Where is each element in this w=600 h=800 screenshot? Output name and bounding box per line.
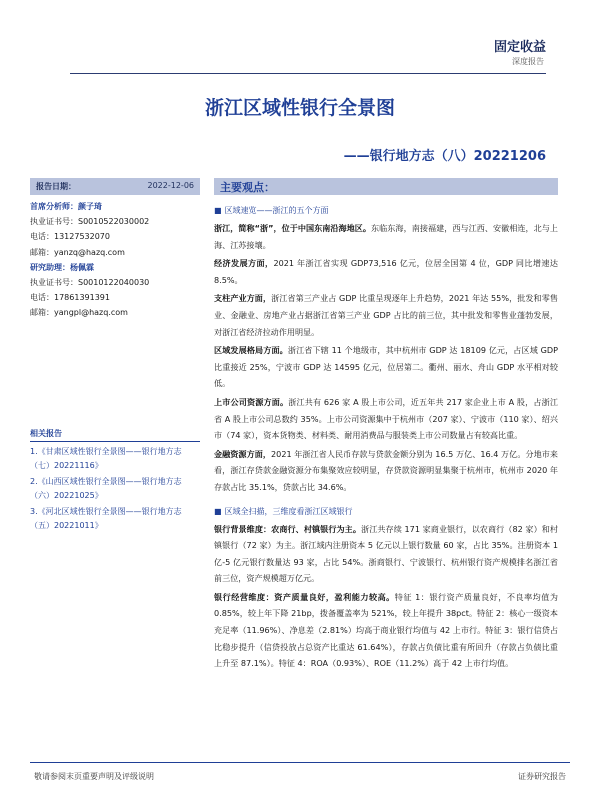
section-heading: ■ 区域全扫描，三维度看浙江区域银行 bbox=[214, 506, 353, 516]
bullet-square-icon: ■ bbox=[214, 206, 222, 215]
header-divider bbox=[70, 73, 546, 74]
assistant-phone: 电话：17861391391 bbox=[30, 293, 110, 303]
main-points bbox=[214, 178, 558, 674]
related-reports-heading: 相关报告 bbox=[30, 428, 200, 442]
report-date-value: 2022-12-06 bbox=[147, 181, 194, 190]
related-reports bbox=[30, 428, 200, 532]
footer-label: 证券研究报告 bbox=[518, 772, 566, 781]
paragraph-regional: 区域发展格局方面。浙江省下辖 11 个地级市，其中杭州市 GDP 达 18109 亿元，占区域 GDP 比重接近 25%，宁波市 GDP 达 14595 亿元，位居第二。衢州、丽水、舟山 GDP 水平相对较低。 bbox=[214, 345, 558, 389]
assistant-email[interactable]: 邮箱：yangpl@hazq.com bbox=[30, 308, 128, 318]
paragraph-bank-background: 银行背景维度：农商行、村镇银行为主。浙江共存续 171 家商业银行，以农商行（82 家）和村镇银行（72 家）为主。浙江域内注册资本 5 亿元以上银行数量 60 家，占比 35%。注册资本 1 亿-5 亿元银行数量达 93 家，占比 54%。浙商银行、宁波银行、杭州银行资产规模排名浙江省前三位，资产规模超万亿元。 bbox=[214, 523, 558, 584]
report-date-bar bbox=[30, 178, 200, 195]
author-info bbox=[30, 199, 200, 321]
assistant-cert: 执业证书号：S0010122040030 bbox=[30, 278, 150, 288]
report-subcategory: 深度报告 bbox=[512, 57, 544, 66]
paragraph-financial-resources: 金融资源方面，2021 年浙江省人民币存款与贷款金额分别为 16.5 万亿、16.4 万亿。分地市来看，浙江存贷款金融资源分布集聚效应较明显，存贷款资源明显集聚于杭州市，杭州市 2020 年存款占比 35.1%，贷款占比 34.6%。 bbox=[214, 448, 558, 492]
section-heading: ■ 区域速览——浙江的五个方面 bbox=[214, 206, 329, 215]
report-category: 固定收益 bbox=[493, 40, 546, 55]
paragraph-listed-companies: 上市公司资源方面。浙江共有 626 家 A 股上市公司，近五年共 217 家企业上市 A 股，占浙江省 A 股上市公司总数约 35%。上市公司资源集中于杭州市（207 家）、宁波市（110 家）、绍兴市（74 家），资本货物类、材料类、耐用消费品与服装类上市公司数量占有较高比重。 bbox=[214, 396, 558, 441]
footer-disclaimer: 敬请参阅末页重要声明及评级说明 bbox=[34, 772, 154, 781]
related-report-item[interactable]: 2.《山西区域性银行全景图——银行地方志（六）20221025》 bbox=[30, 477, 182, 500]
chief-analyst-email[interactable]: 邮箱：yanzq@hazq.com bbox=[30, 247, 125, 257]
main-points-header bbox=[214, 178, 558, 195]
chief-analyst-cert: 执业证书号：S0010522030002 bbox=[30, 217, 150, 227]
paragraph-economy: 经济发展方面，2021 年浙江省实现 GDP73,516 亿元，位居全国第 4 位，GDP 同比增速达 8.5%。 bbox=[214, 258, 558, 285]
chief-analyst: 首席分析师：颜子琦 bbox=[30, 202, 102, 211]
main-points-heading: 主要观点： bbox=[220, 181, 275, 194]
chief-analyst-phone: 电话：13127532070 bbox=[30, 232, 110, 242]
research-assistant: 研究助理：杨佩霖 bbox=[30, 262, 94, 272]
related-report-item[interactable]: 3.《河北区域性银行全景图——银行地方志（五）20221011》 bbox=[30, 507, 182, 530]
paragraph-bank-operations: 银行经营维度：资产质量良好，盈利能力较高。特征 1：银行资产质量良好，不良率均值为 0.85%，较上年下降 21bp，拨备覆盖率为 521%，较上年提升 38pct。特征 2：核心一级资本充足率（11.96%）、净息差（2.81%）均高于商业银行均值与 42 上市行。特征 3：银行信贷占比稳步提升（信贷投放占总资产比重达 61.64%），存款占负债比重有所回升（存款占负债比重上升至 87.1%）。特征 4：ROA（0.93%）、ROE（11.2%）高于 42 上市行均值。 bbox=[214, 591, 558, 669]
footer-divider bbox=[30, 762, 570, 763]
report-date-label: 报告日期： bbox=[36, 182, 76, 191]
paragraph-industry: 支柱产业方面，浙江省第三产业占 GDP 比重呈现逐年上升趋势，2021 年达 55%，批发和零售业、金融业、房地产业占据浙江省第三产业 GDP 占比的前三位，其中批发和零售业蓬勃发展，对浙江省经济拉动作用明显。 bbox=[214, 293, 558, 337]
related-report-item[interactable]: 1.《甘肃区域性银行全景图——银行地方志（七）20221116》 bbox=[30, 447, 182, 470]
report-subtitle: ——银行地方志（八）20221206 bbox=[343, 149, 546, 164]
paragraph-overview: 浙江，简称“浙”，位于中国东南沿海地区。东临东海，南接福建，西与江西、安徽相连，北与上海、江苏接壤。 bbox=[214, 223, 558, 250]
author-sidebar bbox=[30, 178, 200, 321]
report-title: 浙江区域性银行全景图 bbox=[204, 97, 395, 119]
bullet-square-icon: ■ bbox=[214, 506, 222, 516]
